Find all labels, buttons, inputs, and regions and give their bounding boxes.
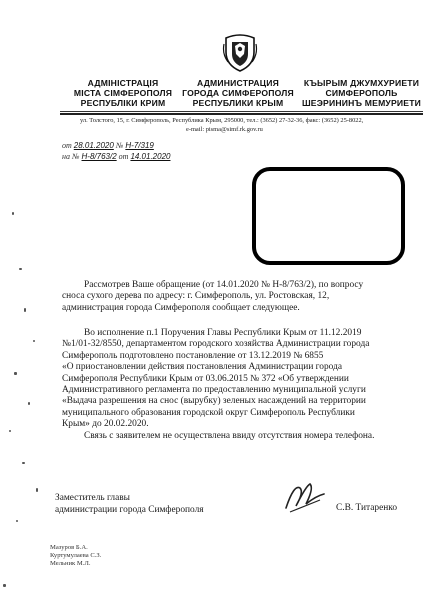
letterhead-line: СИМФЕРОПОЛЬ xyxy=(325,88,398,98)
body-line: Связь с заявителем не осуществлена ввиду отсутствия номера телефона. xyxy=(84,430,375,441)
reg-number: Н-8/763/2 xyxy=(81,152,117,161)
letterhead-crimean-tatar xyxy=(300,78,423,108)
scan-speck xyxy=(28,402,30,405)
signatory-title-line: администрации города Симферополя xyxy=(55,505,204,515)
letterhead-line: ШЕЭРИНИНЪ МЕМУРИЕТИ xyxy=(301,98,422,108)
reg-label: № xyxy=(115,141,124,150)
body-line: №1/01-32/8550, департаментом городского хозяйства Администрации города xyxy=(62,339,370,350)
signatory-title xyxy=(55,492,204,516)
reg-label: на № xyxy=(62,152,80,161)
body-line: Во исполнение п.1 Поручения Главы Республики Крым от 11.12.2019 xyxy=(84,328,362,338)
letterhead-line: РЕСПУБЛІКИ КРИМ xyxy=(80,98,166,108)
body-line: Административного регламента по предоставлению муниципальной услуги xyxy=(62,385,366,396)
body-line: сноса сухого дерева по адресу: г. Симферополь, ул. Ростовская, 12, xyxy=(62,291,330,302)
scan-speck xyxy=(16,520,18,522)
paragraph-2 xyxy=(62,328,412,442)
reg-date: 28.01.2020 xyxy=(73,141,114,150)
body-line: администрация города Симферополя сообщает следующее. xyxy=(62,302,300,313)
scan-speck xyxy=(14,372,17,375)
letterhead-line: АДМІНІСТРАЦІЯ xyxy=(87,78,159,88)
paragraph-1 xyxy=(62,280,412,314)
scan-speck xyxy=(33,340,35,342)
header-divider xyxy=(60,111,423,112)
scan-speck xyxy=(36,488,38,492)
handwritten-signature-icon xyxy=(280,478,328,518)
letterhead-line: АДМИНИСТРАЦИЯ xyxy=(196,78,280,88)
letterhead-ukrainian xyxy=(64,78,182,108)
letterhead-line: ГОРОДА СИМФЕРОПОЛЯ xyxy=(182,88,294,98)
reg-number: Н-7/319 xyxy=(125,141,154,150)
scan-speck xyxy=(9,430,11,432)
body-line: «О приостановлении действия постановления Администрации города xyxy=(62,362,343,373)
body-line: Симферополя Республики Крым от 03.06.2015 № 372 «Об утверждении xyxy=(62,373,349,384)
reg-date: 14.01.2020 xyxy=(130,152,171,161)
signatory-title-line: Заместитель главы xyxy=(55,493,130,503)
email-line: e-mail: pisma@simf.rk.gov.ru xyxy=(186,126,263,133)
body-line: муниципального образования городской округ Симферополь Республики xyxy=(62,407,355,418)
executor-name: Куртумулаева С.З. xyxy=(50,552,102,559)
executors-list xyxy=(50,544,101,568)
body-line: Рассмотрев Ваше обращение (от 14.01.2020 № Н-8/763/2), по вопросу xyxy=(84,280,364,290)
letterhead-line: МІСТА СІМФЕРОПОЛЯ xyxy=(73,88,173,98)
outgoing-registration xyxy=(62,141,154,150)
executor-name: Мазуров Б.А. xyxy=(50,544,88,551)
signatory-name: С.В. Титаренко xyxy=(336,503,398,513)
scan-speck xyxy=(24,308,26,312)
address-line: ул. Толстого, 15, г. Симферополь, Республика Крым, 295000, тел.: (3652) 27-32-36, факс: (3652) 25-8022, xyxy=(80,117,364,124)
body-line: Крым» до 20.02.2020. xyxy=(62,419,149,430)
coat-of-arms-icon xyxy=(222,32,258,72)
incoming-reference xyxy=(62,152,170,161)
header-divider xyxy=(60,113,423,115)
redacted-addressee-box xyxy=(252,167,405,265)
body-line: «Выдача разрешения на снос (вырубку) зеленых насаждений на территории xyxy=(62,396,366,407)
scan-speck xyxy=(3,584,6,587)
letterhead-russian xyxy=(176,78,300,108)
letterhead-line: РЕСПУБЛИКИ КРЫМ xyxy=(192,98,284,108)
executor-name: Мельник М.Л. xyxy=(50,560,91,567)
letterhead-line: КЪЫРЫМ ДЖУМХУРИЕТИ xyxy=(303,78,420,88)
scan-speck xyxy=(12,212,14,215)
scan-speck xyxy=(22,462,25,464)
scan-speck xyxy=(19,268,22,270)
reg-label: от xyxy=(62,141,72,150)
reg-label: от xyxy=(118,152,129,161)
body-line: Симферополь подготовлено постановление от 13.12.2019 № 6855 xyxy=(62,350,324,361)
